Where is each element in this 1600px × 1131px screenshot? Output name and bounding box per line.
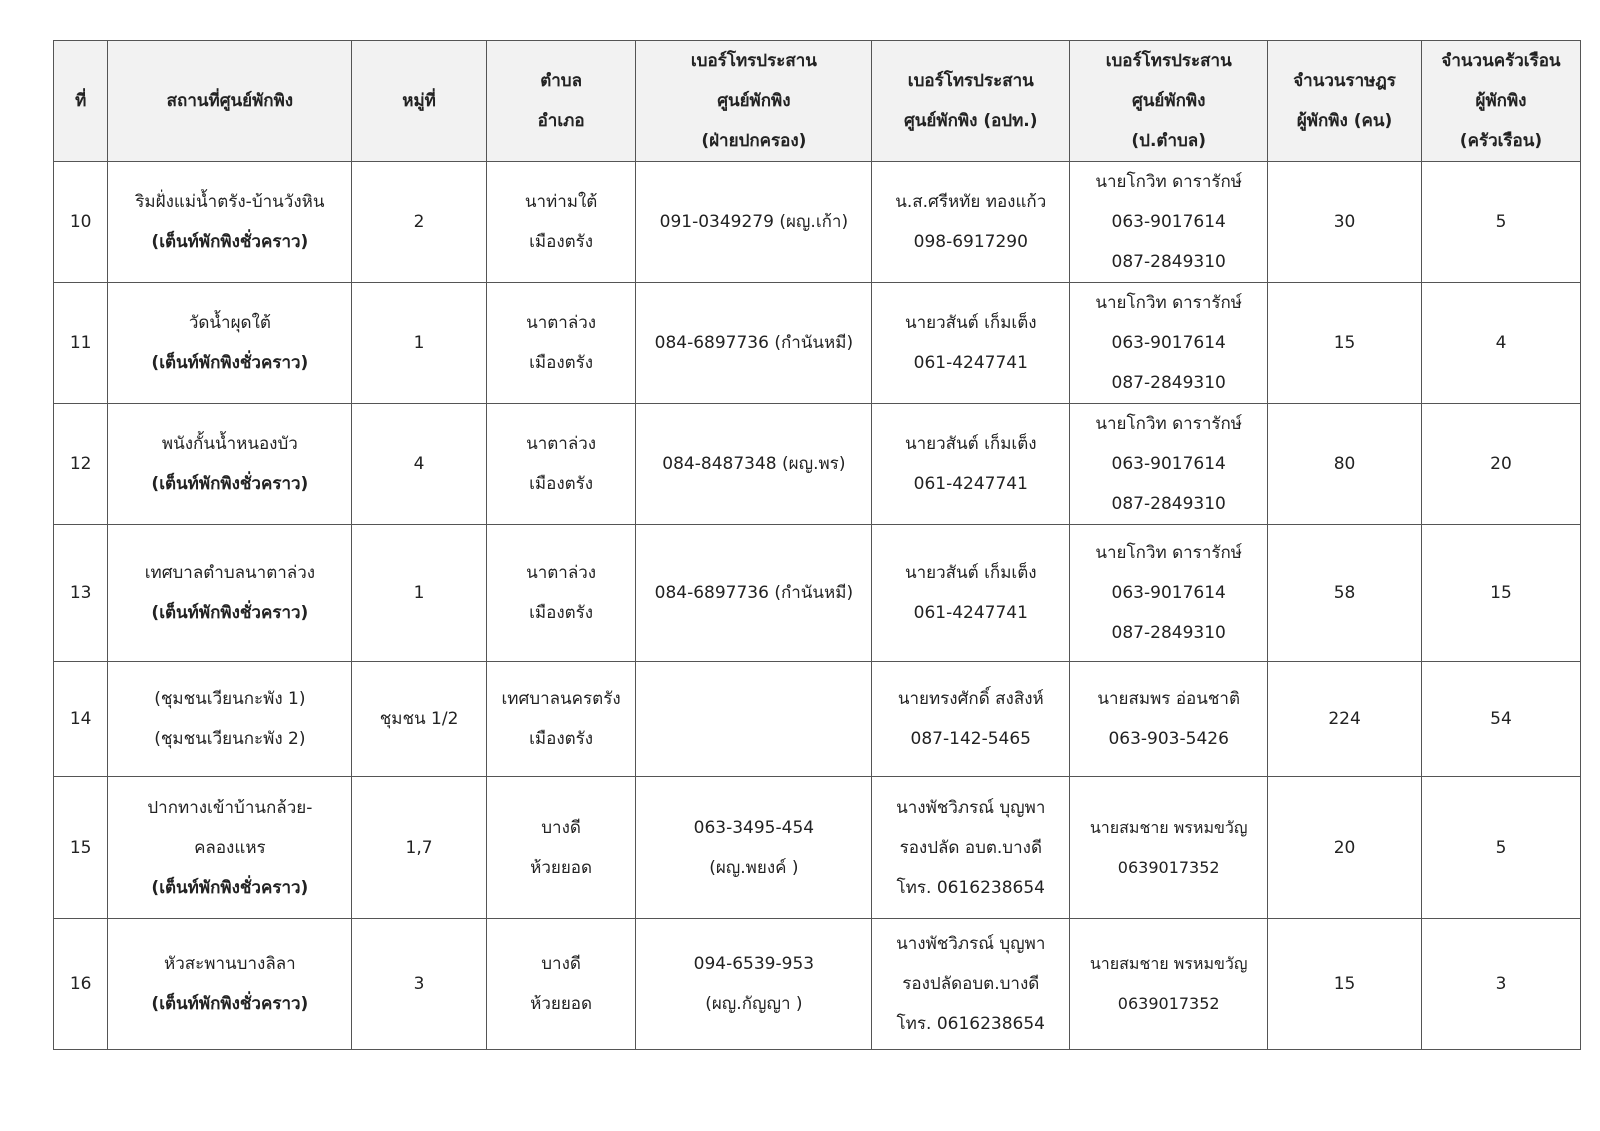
cell-people	[1268, 162, 1422, 283]
cell-households	[1421, 283, 1580, 404]
cell-line: นายสมพร อ่อนชาติ	[1097, 689, 1240, 709]
cell-phone-admin	[636, 662, 872, 777]
cell-line: 1	[413, 333, 425, 353]
cell-line: 58	[1333, 583, 1356, 603]
header-row	[54, 41, 1581, 162]
table-header	[54, 41, 1581, 162]
cell-line: (ชุมชนเวียนกะพัง 2)	[154, 729, 306, 749]
table-row	[54, 162, 1581, 283]
cell-people	[1268, 777, 1422, 919]
cell-line: ปากทางเข้าบ้านกล้วย-	[147, 797, 313, 818]
cell-no	[54, 919, 108, 1050]
cell-phone-admin	[636, 162, 872, 283]
cell-line: น.ส.ศรีหทัย ทองแก้ว	[895, 192, 1047, 212]
cell-line: นายวสันต์ เก็มเต็ง	[904, 434, 1037, 454]
cell-line: 5	[1495, 212, 1507, 232]
cell-line: นาตาล่วง	[526, 434, 597, 454]
table-row	[54, 283, 1581, 404]
cell-households	[1421, 404, 1580, 525]
cell-line: โทร. 0616238654	[896, 1014, 1045, 1034]
cell-phone-tambon	[1070, 283, 1268, 404]
cell-line: 54	[1490, 709, 1512, 729]
cell-line: 224	[1328, 709, 1361, 729]
cell-place	[108, 283, 352, 404]
cell-no	[54, 404, 108, 525]
cell-line: นาตาล่วง	[526, 313, 597, 333]
cell-line: (เต็นท์พักพิงชั่วคราว)	[151, 353, 309, 373]
cell-phone-admin	[636, 525, 872, 662]
cell-line: 061-4247741	[913, 603, 1028, 623]
cell-line: 16	[69, 974, 92, 994]
table-row	[54, 662, 1581, 777]
shelter-table	[53, 40, 1581, 1050]
header-line: (ฝ่ายปกครอง)	[701, 131, 807, 151]
cell-phone-admin	[636, 777, 872, 919]
cell-tambon-amphoe	[486, 404, 636, 525]
cell-line: นายวสันต์ เก็มเต็ง	[904, 313, 1037, 333]
cell-people	[1268, 404, 1422, 525]
cell-line: บางดี	[541, 954, 581, 974]
cell-line: คลองแหร	[194, 837, 266, 858]
cell-line: 063-9017614	[1111, 212, 1226, 232]
header-line: ผู้พักพิง	[1475, 91, 1527, 111]
cell-line: นายทรงศักดิ์ สงสิงห์	[897, 689, 1044, 709]
cell-line: นาท่ามใต้	[524, 192, 598, 212]
cell-line: 4	[413, 454, 425, 474]
cell-tambon-amphoe	[486, 525, 636, 662]
header-no	[54, 41, 108, 162]
cell-line: 5	[1495, 837, 1507, 858]
cell-no	[54, 662, 108, 777]
cell-phone-lao	[872, 283, 1070, 404]
cell-line: 2	[413, 212, 425, 232]
cell-line: รองปลัดอบต.บางดี	[902, 974, 1040, 994]
cell-line: 4	[1495, 333, 1507, 353]
cell-phone-tambon	[1070, 404, 1268, 525]
cell-phone-lao	[872, 919, 1070, 1050]
cell-line: 13	[69, 583, 92, 603]
header-line: จำนวนราษฎร	[1293, 71, 1396, 91]
cell-line: เทศบาลตำบลนาตาล่วง	[144, 563, 316, 583]
header-phone-tambon	[1070, 41, 1268, 162]
cell-line: นายโกวิท ดารารักษ์	[1095, 293, 1242, 313]
cell-line: (เต็นท์พักพิงชั่วคราว)	[151, 474, 309, 494]
cell-line: 061-4247741	[913, 353, 1028, 373]
cell-phone-admin	[636, 404, 872, 525]
cell-line: เมืองตรัง	[529, 729, 594, 749]
cell-line: 063-9017614	[1111, 583, 1226, 603]
cell-place	[108, 662, 352, 777]
cell-line: โทร. 0616238654	[896, 877, 1045, 898]
cell-line: 094-6539-953	[693, 954, 815, 974]
cell-moo	[352, 283, 486, 404]
header-line: ศูนย์พักพิง (อปท.)	[904, 111, 1038, 131]
cell-households	[1421, 525, 1580, 662]
cell-line: เมืองตรัง	[529, 232, 594, 252]
cell-line: 0639017352	[1117, 857, 1220, 877]
cell-place	[108, 404, 352, 525]
cell-place	[108, 162, 352, 283]
cell-phone-lao	[872, 404, 1070, 525]
cell-line: 063-3495-454	[693, 817, 815, 838]
cell-line: นายสมชาย พรหมขวัญ	[1089, 954, 1248, 973]
cell-phone-tambon	[1070, 662, 1268, 777]
header-line: ศูนย์พักพิง	[1132, 91, 1206, 111]
cell-line: 063-9017614	[1111, 333, 1226, 353]
cell-line: เมืองตรัง	[529, 474, 594, 494]
cell-moo	[352, 662, 486, 777]
header-line: (ครัวเรือน)	[1459, 131, 1543, 151]
cell-moo	[352, 919, 486, 1050]
cell-no	[54, 162, 108, 283]
cell-line: เมืองตรัง	[529, 603, 594, 623]
cell-line: 3	[413, 974, 425, 994]
cell-line: 1,7	[405, 837, 433, 858]
cell-place	[108, 777, 352, 919]
cell-phone-admin	[636, 919, 872, 1050]
cell-phone-tambon	[1070, 525, 1268, 662]
cell-line: ห้วยยอด	[530, 857, 593, 878]
table-row	[54, 777, 1581, 919]
cell-line: 80	[1333, 454, 1356, 474]
cell-phone-admin	[636, 283, 872, 404]
cell-moo	[352, 777, 486, 919]
cell-line: นายสมชาย พรหมขวัญ	[1089, 817, 1248, 837]
header-people	[1268, 41, 1422, 162]
cell-place	[108, 525, 352, 662]
cell-moo	[352, 162, 486, 283]
table-row	[54, 404, 1581, 525]
cell-tambon-amphoe	[486, 662, 636, 777]
cell-line: 091-0349279 (ผญ.เก้า)	[659, 212, 849, 232]
cell-line: 098-6917290	[913, 232, 1028, 252]
cell-line: 087-2849310	[1111, 252, 1226, 272]
cell-line: รองปลัด อบต.บางดี	[899, 837, 1042, 858]
cell-line: 084-6897736 (กำนันหมี)	[654, 333, 854, 353]
cell-line: พนังกั้นน้ำหนองบัว	[161, 434, 298, 454]
header-phone-admin	[636, 41, 872, 162]
cell-line: 0639017352	[1117, 994, 1220, 1013]
cell-line: 1	[413, 583, 425, 603]
cell-phone-tambon	[1070, 162, 1268, 283]
cell-line: (เต็นท์พักพิงชั่วคราว)	[151, 994, 309, 1014]
cell-place	[108, 919, 352, 1050]
cell-line: (เต็นท์พักพิงชั่วคราว)	[151, 603, 309, 623]
header-line: หมู่ที่	[402, 91, 436, 111]
header-line: (ป.ตำบล)	[1131, 131, 1206, 151]
cell-households	[1421, 919, 1580, 1050]
cell-line: นางพัชวิภรณ์ บุญพา	[896, 934, 1046, 954]
cell-line: 063-903-5426	[1108, 729, 1229, 749]
cell-people	[1268, 662, 1422, 777]
header-place	[108, 41, 352, 162]
header-moo	[352, 41, 486, 162]
cell-line: 3	[1495, 974, 1507, 994]
header-line: สถานที่ศูนย์พักพิง	[166, 91, 294, 111]
cell-line: วัดน้ำผุดใต้	[188, 313, 271, 333]
cell-line: 087-2849310	[1111, 494, 1226, 514]
cell-line: (เต็นท์พักพิงชั่วคราว)	[151, 877, 309, 898]
cell-phone-tambon	[1070, 919, 1268, 1050]
cell-line: (ผญ.กัญญา )	[705, 994, 803, 1014]
header-line: เบอร์โทรประสาน	[1105, 51, 1232, 71]
cell-phone-lao	[872, 162, 1070, 283]
cell-line: นายวสันต์ เก็มเต็ง	[904, 563, 1037, 583]
cell-line: บางดี	[541, 817, 581, 838]
cell-line: 15	[1333, 974, 1356, 994]
cell-tambon-amphoe	[486, 162, 636, 283]
header-line: เบอร์โทรประสาน	[907, 71, 1034, 91]
cell-phone-lao	[872, 777, 1070, 919]
cell-line: 063-9017614	[1111, 454, 1226, 474]
header-households	[1421, 41, 1580, 162]
cell-line: 10	[69, 212, 92, 232]
cell-line: 11	[69, 333, 92, 353]
cell-line: (ชุมชนเวียนกะพัง 1)	[154, 689, 306, 709]
cell-line: (ผญ.พยงค์ )	[709, 857, 799, 878]
cell-line: 061-4247741	[913, 474, 1028, 494]
cell-line: เทศบาลนครตรัง	[501, 689, 621, 709]
table-row	[54, 525, 1581, 662]
header-line: จำนวนครัวเรือน	[1441, 51, 1561, 71]
cell-tambon-amphoe	[486, 283, 636, 404]
cell-line: นางพัชวิภรณ์ บุญพา	[896, 797, 1046, 818]
cell-line: ชุมชน 1/2	[379, 709, 459, 729]
cell-line: 12	[69, 454, 92, 474]
cell-line: 30	[1333, 212, 1356, 232]
cell-tambon-amphoe	[486, 919, 636, 1050]
cell-phone-tambon	[1070, 777, 1268, 919]
cell-line: 14	[69, 709, 92, 729]
header-line: ศูนย์พักพิง	[717, 91, 791, 111]
header-line: ตำบล	[540, 71, 582, 91]
cell-line: นายโกวิท ดารารักษ์	[1095, 414, 1242, 434]
header-line: อำเภอ	[537, 111, 585, 131]
cell-line: นายโกวิท ดารารักษ์	[1095, 172, 1242, 192]
cell-households	[1421, 162, 1580, 283]
cell-line: 15	[1490, 583, 1512, 603]
cell-line: 084-6897736 (กำนันหมี)	[654, 583, 854, 603]
cell-phone-lao	[872, 525, 1070, 662]
cell-line: 15	[69, 837, 92, 858]
header-tambon-amphoe	[486, 41, 636, 162]
cell-line: 087-2849310	[1111, 373, 1226, 393]
cell-line: ริมฝั่งแม่น้ำตรัง-บ้านวังหิน	[135, 192, 325, 212]
cell-people	[1268, 919, 1422, 1050]
header-line: เบอร์โทรประสาน	[690, 51, 817, 71]
cell-line: นาตาล่วง	[526, 563, 597, 583]
cell-line: หัวสะพานบางลิลา	[164, 954, 296, 974]
cell-line: ห้วยยอด	[530, 994, 593, 1014]
cell-moo	[352, 525, 486, 662]
cell-no	[54, 777, 108, 919]
cell-line: 20	[1333, 837, 1356, 858]
cell-no	[54, 283, 108, 404]
cell-line: 084-8487348 (ผญ.พร)	[662, 454, 846, 474]
cell-line: (เต็นท์พักพิงชั่วคราว)	[151, 232, 309, 252]
header-line: ที่	[75, 91, 87, 111]
cell-people	[1268, 525, 1422, 662]
cell-line: 087-142-5465	[910, 729, 1031, 749]
cell-households	[1421, 777, 1580, 919]
table-row	[54, 919, 1581, 1050]
cell-line: 15	[1333, 333, 1356, 353]
header-phone-lao	[872, 41, 1070, 162]
cell-tambon-amphoe	[486, 777, 636, 919]
header-line: ผู้พักพิง (คน)	[1296, 111, 1393, 131]
cell-line: เมืองตรัง	[529, 353, 594, 373]
cell-line: 20	[1490, 454, 1512, 474]
table-body	[54, 162, 1581, 1050]
cell-line: นายโกวิท ดารารักษ์	[1095, 543, 1242, 563]
cell-households	[1421, 662, 1580, 777]
cell-phone-lao	[872, 662, 1070, 777]
cell-people	[1268, 283, 1422, 404]
cell-no	[54, 525, 108, 662]
cell-line: 087-2849310	[1111, 623, 1226, 643]
cell-moo	[352, 404, 486, 525]
